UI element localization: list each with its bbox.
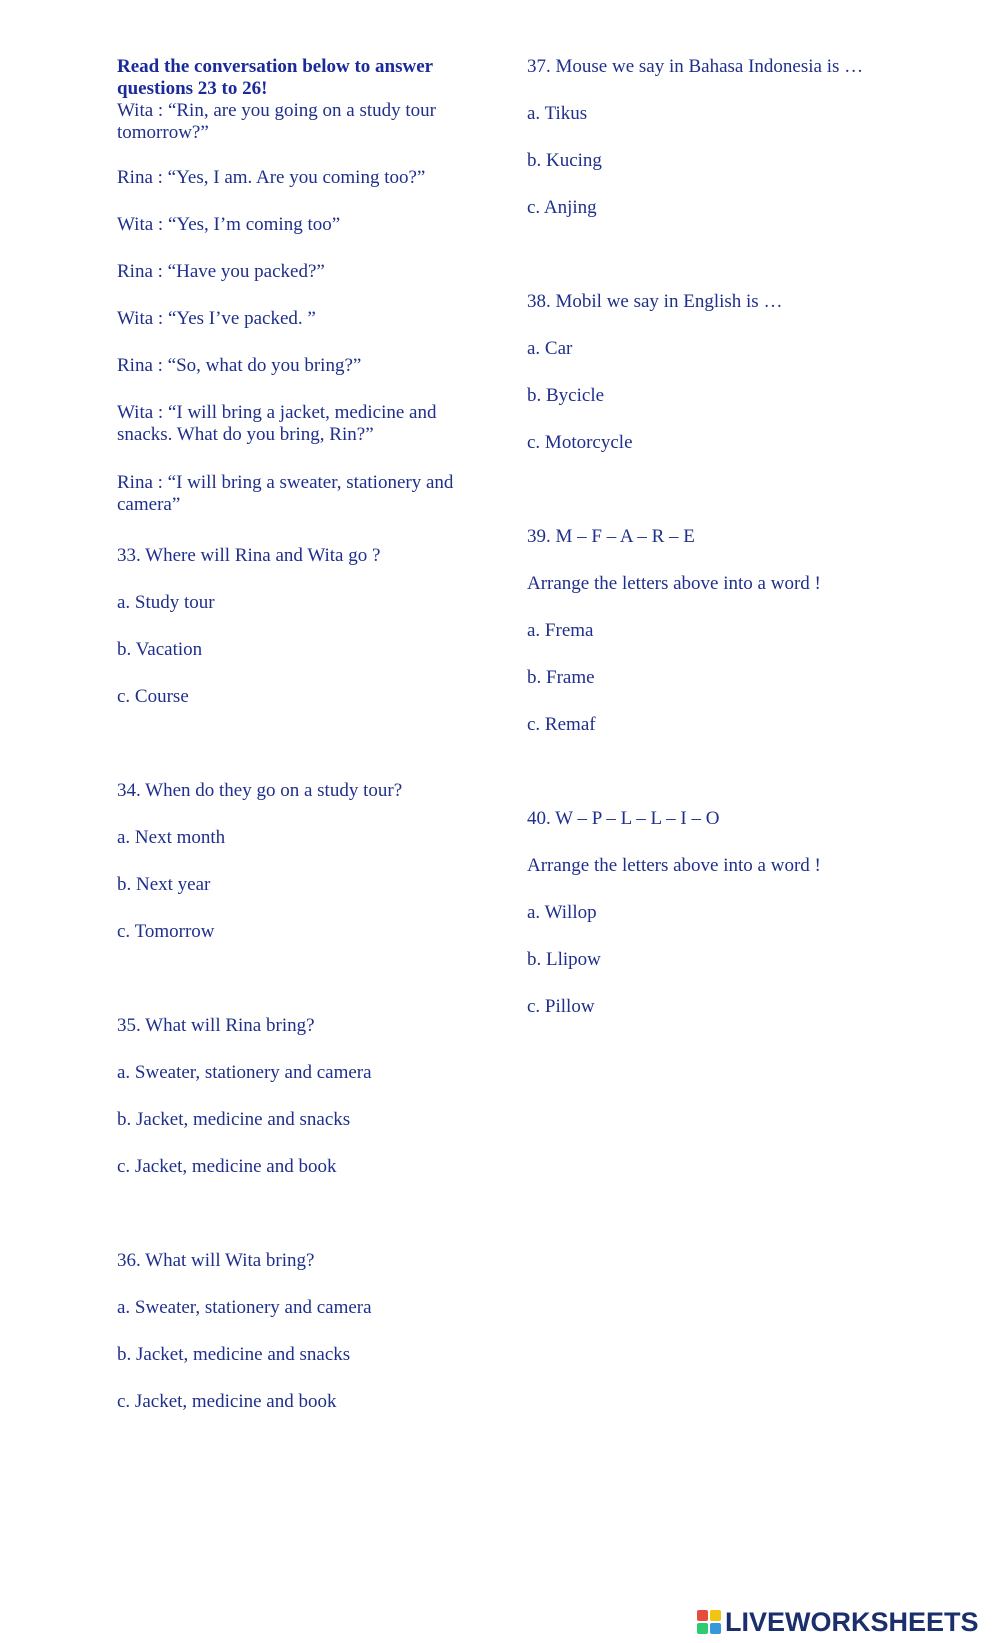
dialogue-line: Wita : “Yes I’ve packed. ” (117, 308, 316, 329)
option-35a[interactable]: a. Sweater, stationery and camera (117, 1062, 372, 1083)
question-36: 36. What will Wita bring? (117, 1250, 315, 1271)
option-36c[interactable]: c. Jacket, medicine and book (117, 1391, 337, 1412)
dialogue-line: Wita : “Yes, I’m coming too” (117, 214, 341, 235)
option-39a[interactable]: a. Frema (527, 620, 594, 641)
dialogue-line: Wita : “I will bring a jacket, medicine and snacks. What do you bring, Rin?” (117, 402, 437, 445)
option-37c[interactable]: c. Anjing (527, 197, 597, 218)
option-35c[interactable]: c. Jacket, medicine and book (117, 1156, 337, 1177)
question-39: 39. M – F – A – R – E (527, 526, 695, 547)
dialogue-line: Rina : “Have you packed?” (117, 261, 325, 282)
logo-mark-icon (697, 1610, 721, 1634)
option-36a[interactable]: a. Sweater, stationery and camera (117, 1297, 372, 1318)
option-33b[interactable]: b. Vacation (117, 639, 203, 660)
logo-text: LIVEWORKSHEETS (725, 1606, 979, 1637)
dialogue-line: Wita : “Rin, are you going on a study tour tomorrow?” (117, 100, 437, 143)
option-33c[interactable]: c. Course (117, 686, 189, 707)
question-34: 34. When do they go on a study tour? (117, 780, 403, 801)
question-33: 33. Where will Rina and Wita go ? (117, 545, 381, 566)
question-38: 38. Mobil we say in English is … (527, 291, 783, 312)
dialogue-line: Rina : “I will bring a sweater, stationery and camera” (117, 472, 454, 515)
instruction-39: Arrange the letters above into a word ! (527, 573, 821, 594)
dialogue-line: Rina : “Yes, I am. Are you coming too?” (117, 167, 426, 188)
question-37: 37. Mouse we say in Bahasa Indonesia is … (527, 56, 864, 77)
option-39b[interactable]: b. Frame (527, 667, 595, 688)
option-37b[interactable]: b. Kucing (527, 150, 602, 171)
option-40c[interactable]: c. Pillow (527, 996, 595, 1017)
instruction-40: Arrange the letters above into a word ! (527, 855, 821, 876)
option-37a[interactable]: a. Tikus (527, 103, 588, 124)
option-38a[interactable]: a. Car (527, 338, 573, 359)
option-38b[interactable]: b. Bycicle (527, 385, 605, 406)
option-39c[interactable]: c. Remaf (527, 714, 596, 735)
option-34b[interactable]: b. Next year (117, 874, 211, 895)
option-40b[interactable]: b. Llipow (527, 949, 601, 970)
dialogue-line: Rina : “So, what do you bring?” (117, 355, 362, 376)
question-35: 35. What will Rina bring? (117, 1015, 315, 1036)
option-34c[interactable]: c. Tomorrow (117, 921, 215, 942)
liveworksheets-logo[interactable] (697, 1607, 979, 1637)
option-38c[interactable]: c. Motorcycle (527, 432, 633, 453)
option-40a[interactable]: a. Willop (527, 902, 597, 923)
option-34a[interactable]: a. Next month (117, 827, 226, 848)
reading-instruction: Read the conversation below to answer questions 23 to 26! (117, 56, 433, 99)
question-40: 40. W – P – L – L – I – O (527, 808, 720, 829)
option-35b[interactable]: b. Jacket, medicine and snacks (117, 1109, 351, 1130)
option-33a[interactable]: a. Study tour (117, 592, 215, 613)
option-36b[interactable]: b. Jacket, medicine and snacks (117, 1344, 351, 1365)
